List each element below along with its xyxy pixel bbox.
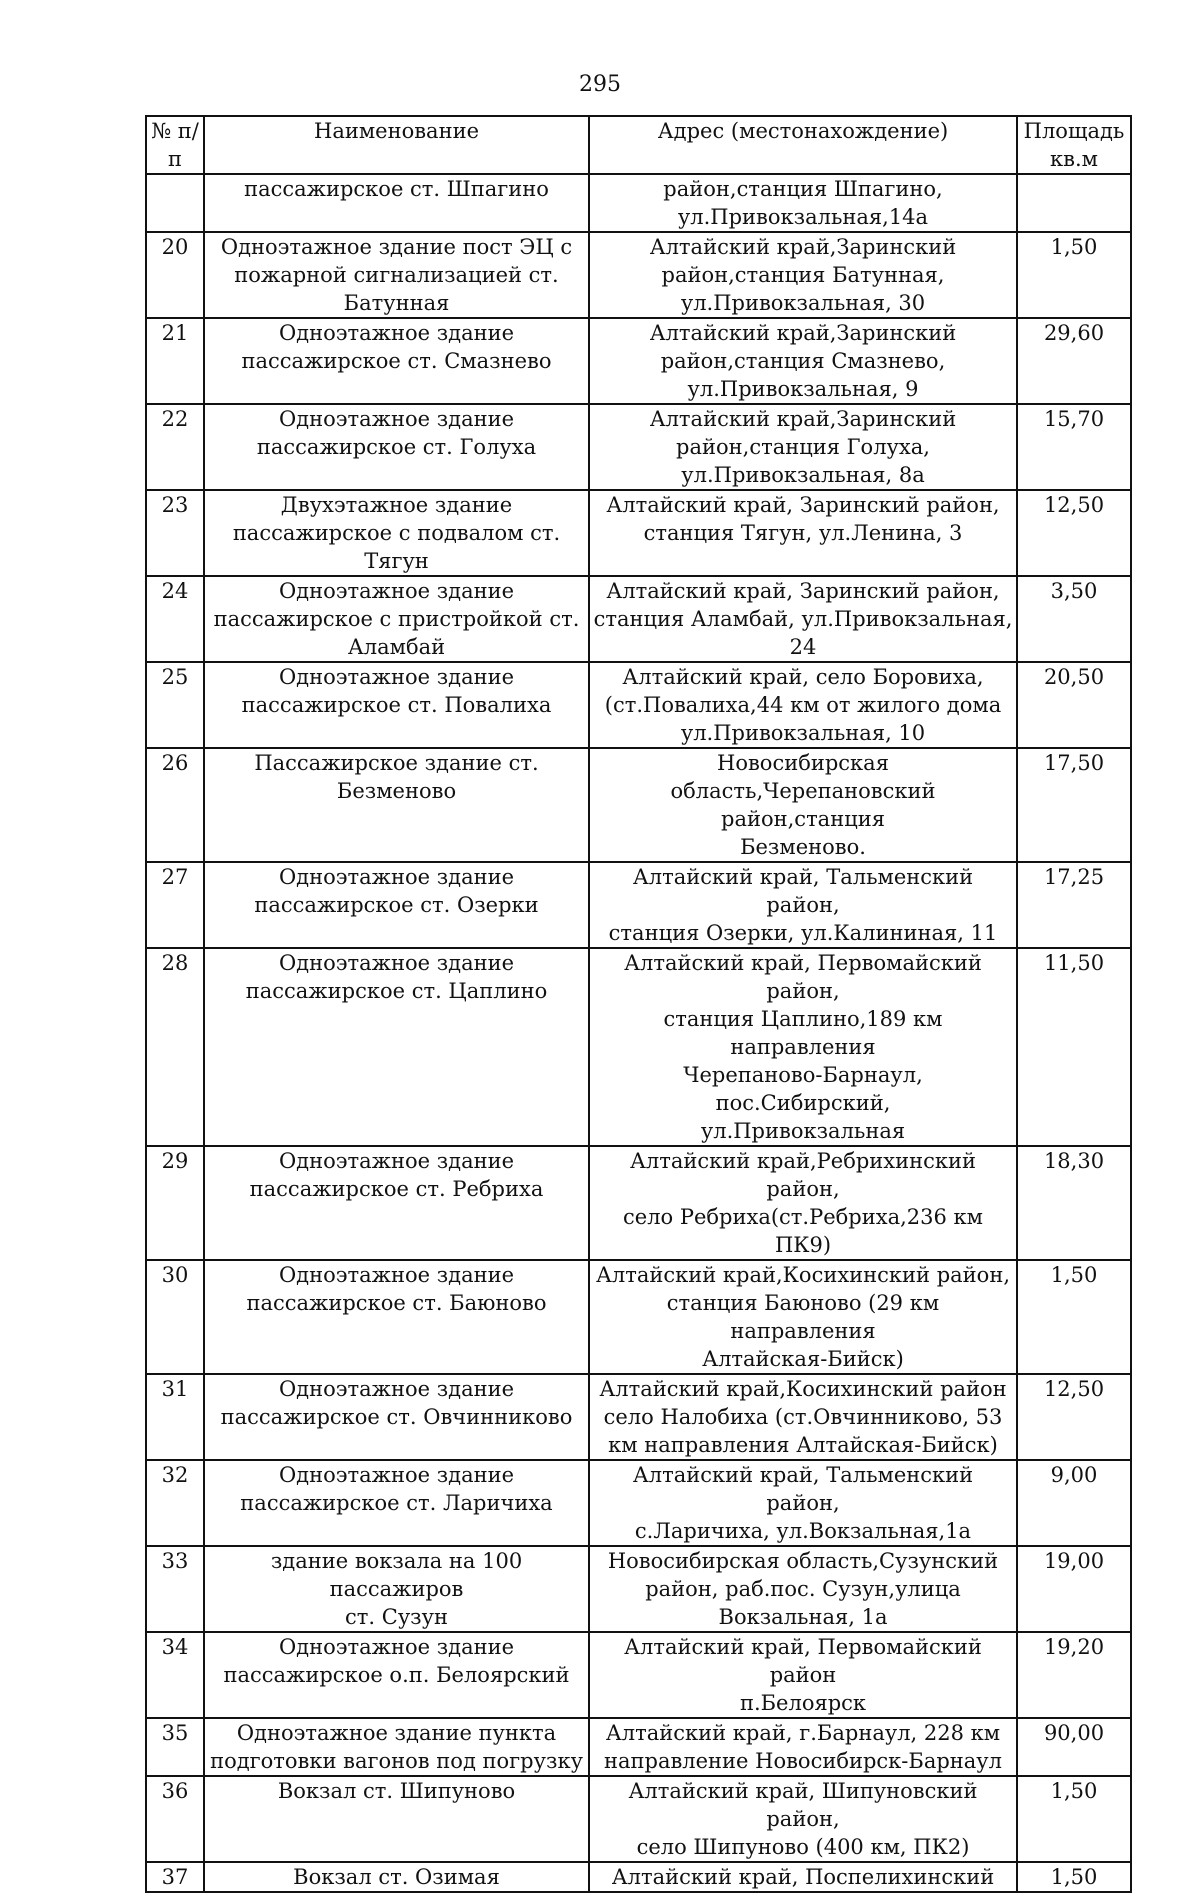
cell-area: 11,50 bbox=[1017, 948, 1131, 1146]
cell-name: Вокзал ст. Озимая bbox=[204, 1862, 589, 1892]
cell-number: 28 bbox=[146, 948, 204, 1146]
cell-number: 29 bbox=[146, 1146, 204, 1260]
table-row bbox=[146, 1862, 1131, 1892]
cell-address: Алтайский край, Шипуновский район, село Шипуново (400 км, ПК2) bbox=[589, 1776, 1017, 1862]
cell-name: Одноэтажное здание пункта подготовки вагонов под погрузку bbox=[204, 1718, 589, 1776]
cell-area: 20,50 bbox=[1017, 662, 1131, 748]
table-body bbox=[146, 174, 1131, 1892]
cell-address: Алтайский край, село Боровиха, (ст.Повалиха,44 км от жилого дома ул.Привокзальная, 10 bbox=[589, 662, 1017, 748]
cell-area: 17,50 bbox=[1017, 748, 1131, 862]
cell-number: 24 bbox=[146, 576, 204, 662]
cell-number: 27 bbox=[146, 862, 204, 948]
table-row bbox=[146, 862, 1131, 948]
cell-number: 23 bbox=[146, 490, 204, 576]
cell-area: 19,00 bbox=[1017, 1546, 1131, 1632]
cell-area bbox=[1017, 174, 1131, 232]
cell-name: Одноэтажное здание пассажирское ст. Смазнево bbox=[204, 318, 589, 404]
cell-name: Вокзал ст. Шипуново bbox=[204, 1776, 589, 1862]
cell-address: Алтайский край, Тальменский район, станция Озерки, ул.Калининая, 11 bbox=[589, 862, 1017, 948]
cell-area: 1,50 bbox=[1017, 232, 1131, 318]
cell-number: 31 bbox=[146, 1374, 204, 1460]
table-row bbox=[146, 748, 1131, 862]
cell-area: 1,50 bbox=[1017, 1260, 1131, 1374]
cell-number: 21 bbox=[146, 318, 204, 404]
cell-address: Алтайский край, Первомайский район п.Белоярск bbox=[589, 1632, 1017, 1718]
cell-address: Алтайский край, г.Барнаул, 228 км направление Новосибирск-Барнаул bbox=[589, 1718, 1017, 1776]
cell-address: Алтайский край, Тальменский район, с.Ларичиха, ул.Вокзальная,1а bbox=[589, 1460, 1017, 1546]
table-row bbox=[146, 1374, 1131, 1460]
cell-address: Алтайский край,Заринский район,станция Батунная, ул.Привокзальная, 30 bbox=[589, 232, 1017, 318]
cell-name: Одноэтажное здание пассажирское ст. Ларичиха bbox=[204, 1460, 589, 1546]
cell-address: район,станция Шпагино, ул.Привокзальная,14а bbox=[589, 174, 1017, 232]
table-row bbox=[146, 232, 1131, 318]
cell-area: 12,50 bbox=[1017, 1374, 1131, 1460]
cell-area: 1,50 bbox=[1017, 1862, 1131, 1892]
header-area: Площадь кв.м bbox=[1017, 116, 1131, 174]
cell-area: 17,25 bbox=[1017, 862, 1131, 948]
cell-name: Одноэтажное здание пассажирское ст. Ребриха bbox=[204, 1146, 589, 1260]
cell-address: Алтайский край, Поспелихинский bbox=[589, 1862, 1017, 1892]
cell-name: Одноэтажное здание пассажирское ст. Баюново bbox=[204, 1260, 589, 1374]
table-row bbox=[146, 174, 1131, 232]
cell-number bbox=[146, 174, 204, 232]
cell-area: 18,30 bbox=[1017, 1146, 1131, 1260]
cell-address: Алтайский край, Заринский район, станция Тягун, ул.Ленина, 3 bbox=[589, 490, 1017, 576]
cell-name: Одноэтажное здание пассажирское ст. Повалиха bbox=[204, 662, 589, 748]
cell-address: Алтайский край, Заринский район, станция Аламбай, ул.Привокзальная, 24 bbox=[589, 576, 1017, 662]
cell-number: 33 bbox=[146, 1546, 204, 1632]
cell-name: Одноэтажное здание пассажирское ст. Голуха bbox=[204, 404, 589, 490]
cell-area: 29,60 bbox=[1017, 318, 1131, 404]
cell-area: 90,00 bbox=[1017, 1718, 1131, 1776]
header-number: № п/п bbox=[146, 116, 204, 174]
table-row bbox=[146, 576, 1131, 662]
cell-address: Алтайский край,Косихинский район, станция Баюново (29 км направления Алтайская-Бийск) bbox=[589, 1260, 1017, 1374]
cell-name: Одноэтажное здание пассажирское ст. Овчинниково bbox=[204, 1374, 589, 1460]
cell-name: Пассажирское здание ст. Безменово bbox=[204, 748, 589, 862]
cell-number: 25 bbox=[146, 662, 204, 748]
table-row bbox=[146, 1546, 1131, 1632]
table-row bbox=[146, 662, 1131, 748]
cell-address: Алтайский край,Заринский район,станция Смазнево, ул.Привокзальная, 9 bbox=[589, 318, 1017, 404]
cell-name: Одноэтажное здание пассажирское о.п. Белоярский bbox=[204, 1632, 589, 1718]
cell-address: Новосибирская область,Черепановский район,станция Безменово. bbox=[589, 748, 1017, 862]
table-row bbox=[146, 948, 1131, 1146]
cell-name: здание вокзала на 100 пассажиров ст. Сузун bbox=[204, 1546, 589, 1632]
cell-area: 12,50 bbox=[1017, 490, 1131, 576]
cell-name: Одноэтажное здание пассажирское с пристройкой ст. Аламбай bbox=[204, 576, 589, 662]
header-name: Наименование bbox=[204, 116, 589, 174]
cell-address: Алтайский край,Косихинский район село Налобиха (ст.Овчинниково, 53 км направления Алтайская-Бийск) bbox=[589, 1374, 1017, 1460]
property-table bbox=[145, 115, 1132, 1893]
cell-name: пассажирское ст. Шпагино bbox=[204, 174, 589, 232]
cell-number: 22 bbox=[146, 404, 204, 490]
cell-number: 30 bbox=[146, 1260, 204, 1374]
cell-area: 19,20 bbox=[1017, 1632, 1131, 1718]
cell-name: Одноэтажное здание пассажирское ст. Озерки bbox=[204, 862, 589, 948]
table-row bbox=[146, 318, 1131, 404]
cell-number: 32 bbox=[146, 1460, 204, 1546]
cell-area: 15,70 bbox=[1017, 404, 1131, 490]
cell-address: Алтайский край,Заринский район,станция Голуха, ул.Привокзальная, 8а bbox=[589, 404, 1017, 490]
cell-area: 3,50 bbox=[1017, 576, 1131, 662]
table-row bbox=[146, 1146, 1131, 1260]
table-row bbox=[146, 1260, 1131, 1374]
cell-number: 34 bbox=[146, 1632, 204, 1718]
cell-number: 20 bbox=[146, 232, 204, 318]
table-row bbox=[146, 1718, 1131, 1776]
cell-address: Новосибирская область,Сузунский район, раб.пос. Сузун,улица Вокзальная, 1а bbox=[589, 1546, 1017, 1632]
table-header-row bbox=[146, 116, 1131, 174]
cell-number: 26 bbox=[146, 748, 204, 862]
header-address: Адрес (местонахождение) bbox=[589, 116, 1017, 174]
cell-area: 9,00 bbox=[1017, 1460, 1131, 1546]
cell-address: Алтайский край,Ребрихинский район, село Ребриха(ст.Ребриха,236 км ПК9) bbox=[589, 1146, 1017, 1260]
table-row bbox=[146, 404, 1131, 490]
cell-name: Одноэтажное здание пост ЭЦ с пожарной сигнализацией ст. Батунная bbox=[204, 232, 589, 318]
cell-name: Двухэтажное здание пассажирское с подвалом ст. Тягун bbox=[204, 490, 589, 576]
table-row bbox=[146, 1776, 1131, 1862]
table-row bbox=[146, 1460, 1131, 1546]
cell-name: Одноэтажное здание пассажирское ст. Цаплино bbox=[204, 948, 589, 1146]
cell-number: 36 bbox=[146, 1776, 204, 1862]
cell-number: 37 bbox=[146, 1862, 204, 1892]
cell-area: 1,50 bbox=[1017, 1776, 1131, 1862]
cell-number: 35 bbox=[146, 1718, 204, 1776]
cell-address: Алтайский край, Первомайский район, станция Цаплино,189 км направления Черепаново-Барнаул, пос.Сибирский, ул.Привокзальная bbox=[589, 948, 1017, 1146]
table-row bbox=[146, 490, 1131, 576]
table-row bbox=[146, 1632, 1131, 1718]
page-number: 295 bbox=[579, 72, 621, 97]
